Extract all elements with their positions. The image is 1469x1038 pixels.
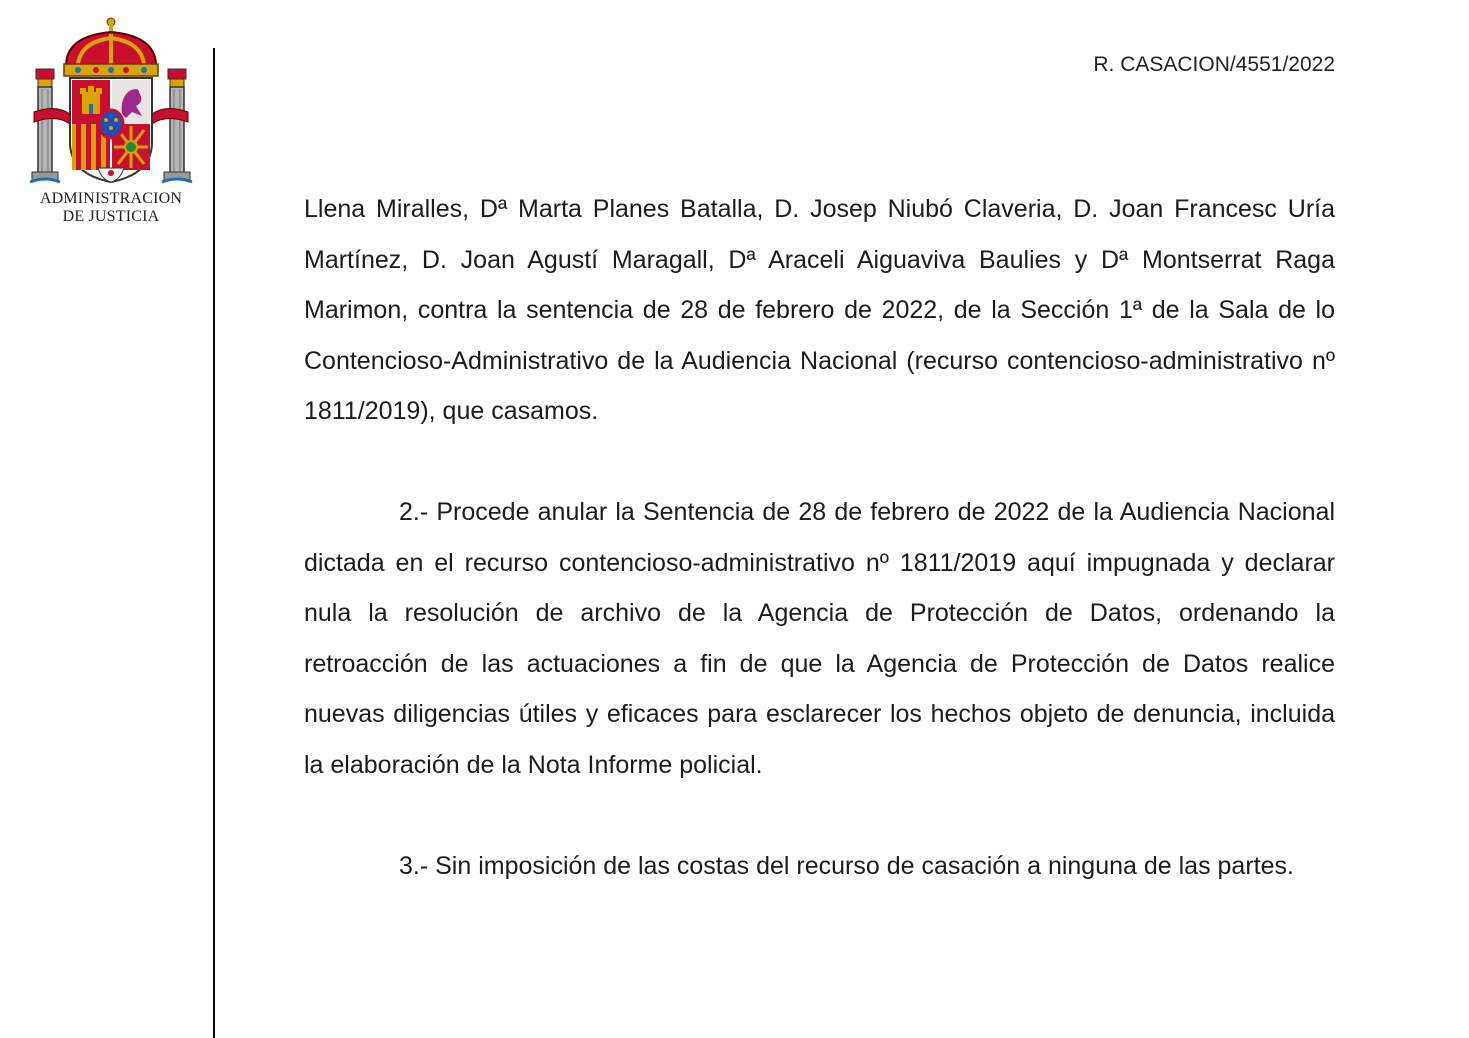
paragraph-2: 2.- Procede anular la Sentencia de 28 de febrero de 2022 de la Audiencia Nacional dictada en el recurso contencioso-administrativo nº 1811/2019 aquí impugnada y declarar nula la resolución de archivo de la Agencia de Protección de Datos, ordenando la retroacción de las actuaciones a fin de que la Agencia de Protección de Datos realice nuevas diligencias útiles y eficaces para esclarecer los hechos objeto de denuncia, incluida la elaboración de la Nota Informe policial.	[304, 498, 1335, 779]
document-body	[304, 184, 1335, 891]
case-reference: R. CASACION/4551/2022	[1093, 53, 1335, 76]
paragraph-3: 3.- Sin imposición de las costas del recurso de casación a ninguna de las partes.	[399, 851, 1294, 880]
coat-of-arms-icon	[26, 14, 196, 189]
right-pillar-icon	[162, 69, 192, 182]
logo-caption	[26, 190, 196, 226]
coat-of-arms-logo	[26, 14, 196, 234]
logo-caption-line2: DE JUSTICIA	[62, 208, 160, 225]
left-pillar-icon	[30, 69, 60, 182]
shield-icon	[70, 78, 152, 182]
crown-icon	[64, 18, 158, 76]
margin-rule	[213, 48, 215, 1038]
logo-caption-line1: ADMINISTRACION	[39, 190, 183, 207]
paragraph-continuation: Llena Miralles, Dª Marta Planes Batalla, D. Josep Niubó Claveria, D. Joan Francesc Uría Martínez, D. Joan Agustí Maragall, Dª Araceli Aiguaviva Baulies y Dª Montserrat Raga Marimon, contra la sentencia de 28 de febrero de 2022, de la Sección 1ª de la Sala de lo Contencioso-Administrativo de la Audiencia Nacional (recurso contencioso-administrativo nº 1811/2019), que casamos.	[304, 195, 1335, 425]
